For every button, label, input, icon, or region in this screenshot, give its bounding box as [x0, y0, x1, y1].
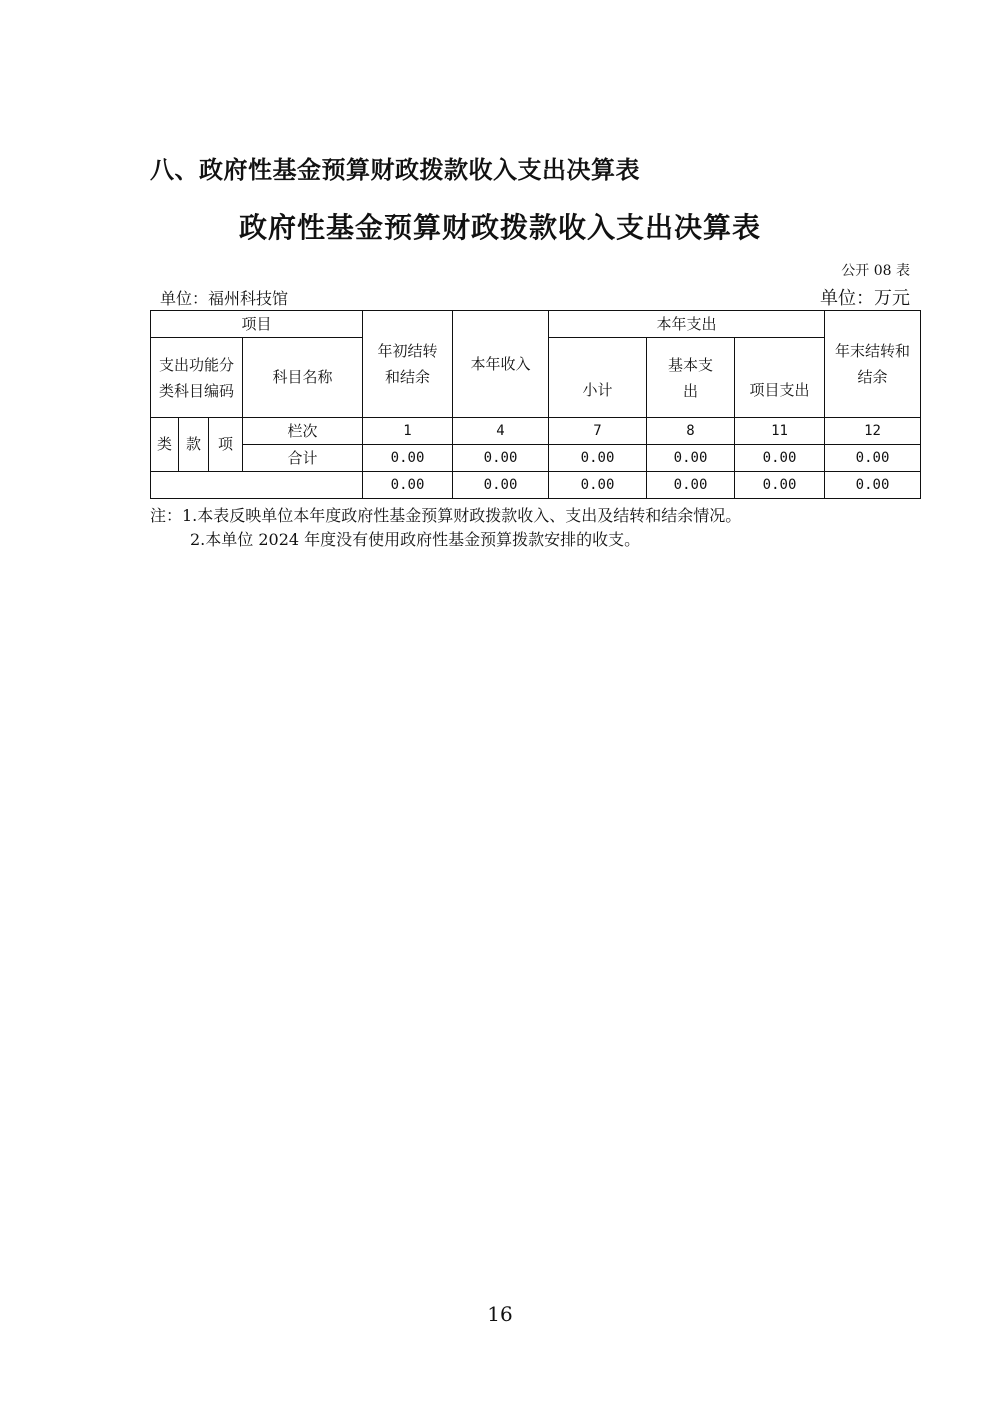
data-cell: 0.00: [453, 472, 549, 499]
header-project: 项目: [151, 311, 363, 338]
total-cell: 0.00: [549, 445, 647, 472]
header-func-code-text: 支出功能分类科目编码: [159, 355, 235, 400]
section-heading: 八、政府性基金预算财政拨款收入支出决算表: [150, 156, 640, 184]
column-index-cell: 8: [647, 418, 735, 445]
data-cell: 0.00: [735, 472, 825, 499]
page-number: 16: [487, 1302, 513, 1326]
data-cell: 0.00: [825, 472, 921, 499]
total-cell: 0.00: [453, 445, 549, 472]
total-row: [151, 445, 921, 472]
data-cell: 0.00: [363, 472, 453, 499]
fund-budget-table: [150, 310, 921, 499]
column-index-cell: 4: [453, 418, 549, 445]
note-1: 注：1.本表反映单位本年度政府性基金预算财政拨款收入、支出及结转和结余情况。: [150, 506, 742, 525]
column-index-cell: 1: [363, 418, 453, 445]
header-basic-expense-text: 基本支出: [668, 355, 714, 400]
note-2: 2.本单位 2024 年度没有使用政府性基金预算拨款安排的收支。: [190, 530, 641, 549]
header-basic-expense: [647, 338, 735, 418]
table-code: 公开 08 表: [841, 263, 910, 279]
currency-unit: 单位：万元: [820, 288, 910, 309]
total-cell: 0.00: [363, 445, 453, 472]
header-item: 项: [209, 418, 243, 472]
total-cell: 0.00: [647, 445, 735, 472]
header-project-expense: 项目支出: [735, 338, 825, 418]
data-cell: 0.00: [647, 472, 735, 499]
table-notes: [150, 504, 860, 552]
header-current-income: 本年收入: [453, 311, 549, 418]
reporting-unit: 单位：福州科技馆: [160, 289, 289, 308]
header-row-1: [151, 311, 921, 338]
column-index-cell: 7: [549, 418, 647, 445]
header-subject-name: 科目名称: [243, 338, 363, 418]
data-cell: 0.00: [549, 472, 647, 499]
column-index-label: 栏次: [243, 418, 363, 445]
data-row: [151, 472, 921, 499]
total-cell: 0.00: [825, 445, 921, 472]
header-section: 款: [179, 418, 209, 472]
header-opening-balance-text: 年初结转和结余: [377, 342, 438, 386]
header-opening-balance: [363, 311, 453, 418]
header-subtotal: 小计: [549, 338, 647, 418]
data-row-label: [151, 472, 363, 499]
header-current-expense: 本年支出: [549, 311, 825, 338]
table-title: 政府性基金预算财政拨款收入支出决算表: [238, 211, 761, 244]
header-func-code: [151, 338, 243, 418]
total-label: 合计: [243, 445, 363, 472]
header-category: 类: [151, 418, 179, 472]
column-index-row: [151, 418, 921, 445]
header-closing-balance-text: 年末结转和结余: [835, 342, 911, 386]
column-index-cell: 12: [825, 418, 921, 445]
total-cell: 0.00: [735, 445, 825, 472]
column-index-cell: 11: [735, 418, 825, 445]
header-closing-balance: [825, 311, 921, 418]
